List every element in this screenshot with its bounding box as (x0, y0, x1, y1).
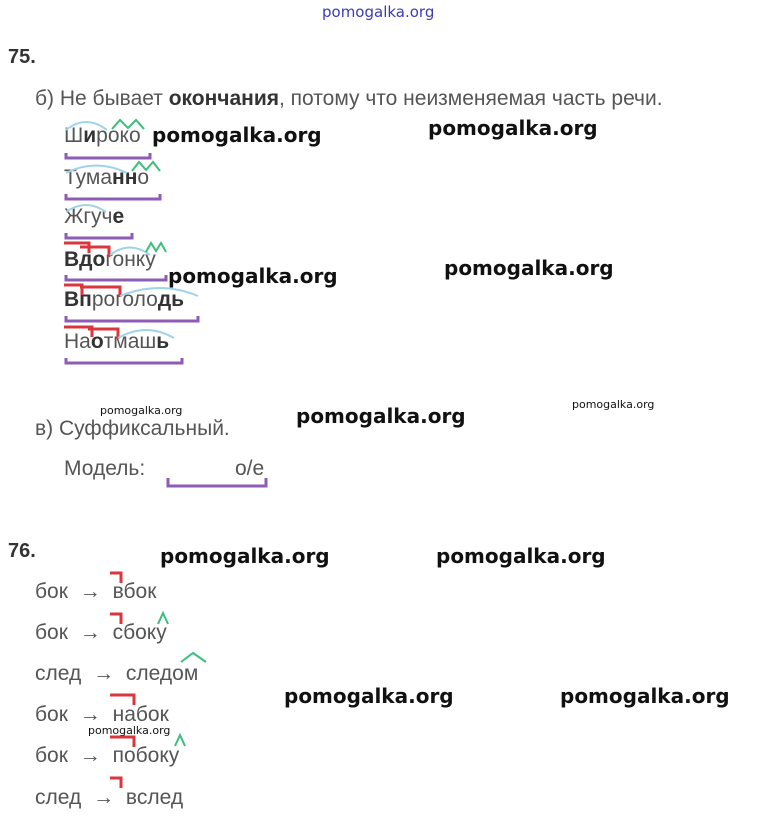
parsed-word (64, 248, 156, 272)
parsed-word (64, 205, 124, 229)
task-75-v-line: в) Суффиксальный. (35, 417, 230, 440)
b-suffix-text: , потому что неизменяемая часть речи. (279, 87, 663, 110)
morpheme-part: Вдо (64, 248, 106, 271)
watermark: pomogalka.org (152, 123, 322, 147)
watermark: pomogalka.org (160, 544, 330, 568)
word-pair-row (35, 621, 167, 645)
model-value: о/е (235, 457, 265, 480)
morpheme-part: гонку (105, 248, 156, 271)
watermark: pomogalka.org (444, 256, 614, 280)
arrow-icon: → (79, 703, 101, 726)
watermark: pomogalka.org (168, 264, 338, 288)
stem-bracket (66, 316, 198, 321)
morpheme-part: Тума (64, 166, 113, 189)
morpheme-part: Вп (64, 288, 92, 311)
derived-word: вбок (112, 580, 157, 603)
word-pair-row (35, 786, 183, 810)
model-label: Модель: (64, 457, 146, 480)
morpheme-part: Жгуч (64, 205, 113, 228)
source-word: бок (35, 580, 68, 603)
stem-bracket (66, 153, 150, 158)
morpheme-part: роко (96, 124, 141, 147)
parsed-word (64, 330, 169, 354)
watermark: pomogalka.org (284, 684, 454, 708)
watermark: pomogalka.org (296, 404, 466, 428)
parsed-word (64, 288, 184, 312)
source-word: бок (35, 744, 68, 767)
arrow-icon: → (79, 580, 101, 603)
watermark: pomogalka.org (428, 116, 598, 140)
b-prefix-text: б) Не бывает (35, 87, 169, 110)
watermark: pomogalka.org (560, 684, 730, 708)
parsed-word (64, 124, 141, 148)
arrow-icon: → (79, 744, 101, 767)
stem-bracket (66, 275, 166, 280)
stem-bracket (66, 194, 160, 199)
site-link[interactable]: pomogalka.org (322, 3, 435, 21)
derived-word: сбоку (112, 621, 167, 644)
b-bold-text: окончания (168, 87, 279, 110)
stem-bracket (66, 233, 132, 238)
derived-word: побоку (112, 744, 180, 767)
derived-word: вслед (125, 786, 184, 809)
derived-word: набок (112, 703, 169, 726)
morpheme-part: дь (157, 288, 185, 311)
morpheme-part: о (90, 330, 104, 353)
morpheme-part: ь (156, 330, 170, 353)
morpheme-part: и (83, 124, 97, 147)
word-pair-row (35, 744, 179, 768)
source-word: бок (35, 703, 68, 726)
arrow-icon: → (79, 621, 101, 644)
morpheme-part: тмаш (103, 330, 157, 353)
parsed-word (64, 166, 149, 190)
watermark-small: pomogalka.org (88, 724, 171, 737)
stem-bracket (66, 358, 182, 363)
source-word: след (35, 662, 82, 685)
morpheme-part: Ш (64, 124, 84, 147)
task-76-number: 76. (8, 540, 36, 562)
source-word: бок (35, 621, 68, 644)
arrow-icon: → (93, 662, 115, 685)
arrow-icon: → (93, 786, 115, 809)
watermark: pomogalka.org (436, 544, 606, 568)
morpheme-part: рогол (91, 288, 147, 311)
morpheme-part: о (146, 288, 158, 311)
derived-word: следом (125, 662, 199, 685)
morpheme-part: о (137, 166, 150, 189)
task-75-b-line (35, 87, 663, 111)
source-word: след (35, 786, 82, 809)
morpheme-part: е (112, 205, 125, 228)
watermark-small: pomogalka.org (100, 404, 183, 417)
watermark-small: pomogalka.org (572, 398, 655, 411)
suffix-mark (181, 653, 206, 662)
word-pair-row (35, 662, 198, 686)
morpheme-part: нн (112, 166, 138, 189)
morpheme-part: На (64, 330, 91, 353)
word-pair-row (35, 580, 156, 604)
task-75-number: 75. (8, 46, 36, 68)
